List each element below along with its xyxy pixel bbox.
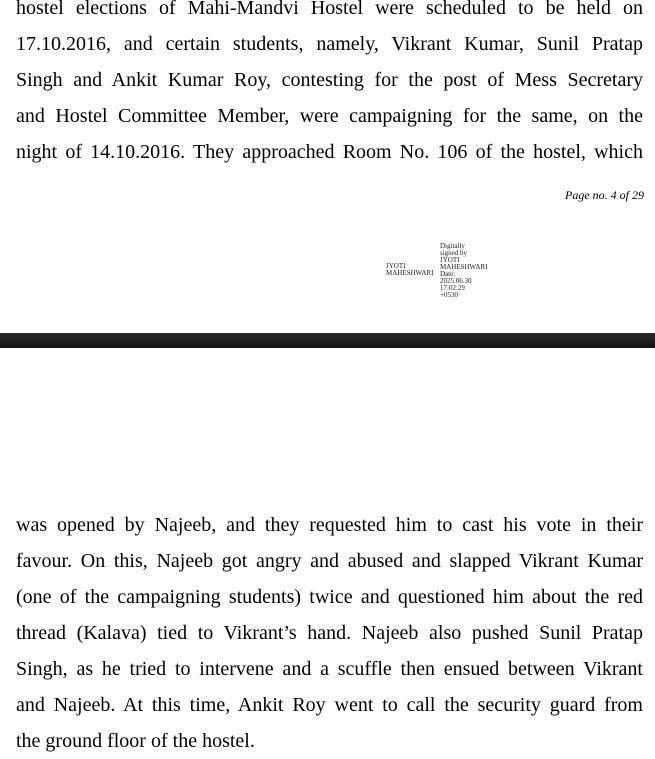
text-line: was opened by Najeeb, and they requested him to cast his vote in their bbox=[16, 514, 643, 536]
text-line: favour. On this, Najeeb got angry and abused and slapped Vikrant Kumar bbox=[16, 550, 643, 572]
text-line: Singh and Ankit Kumar Roy, contesting for the post of Mess Secretary bbox=[16, 69, 643, 91]
text-line: 17.10.2016, and certain students, namely, Vikrant Kumar, Sunil Pratap bbox=[16, 33, 643, 55]
document-page-bottom bbox=[0, 348, 655, 755]
text-line: and Hostel Committee Member, were campaigning for the same, on the bbox=[16, 105, 643, 127]
document-page-top bbox=[0, 0, 655, 333]
text-line: (one of the campaigning students) twice and questioned him about the red bbox=[16, 586, 643, 608]
text-line: hostel elections of Mahi-Mandvi Hostel were scheduled to be held on bbox=[16, 0, 643, 19]
signature-details: Digitally signed by JYOTI MAHESHWARI Date: 2025.06.30 17:02:29 +0530 bbox=[440, 242, 488, 299]
text-line: Singh, as he tried to intervene and a scuffle then ensued between Vikrant bbox=[16, 658, 643, 680]
page-separator bbox=[0, 333, 655, 348]
digital-signature-stamp bbox=[386, 243, 506, 297]
text-line: thread (Kalava) tied to Vikrant’s hand. Najeeb also pushed Sunil Pratap bbox=[16, 622, 643, 644]
body-paragraph-top bbox=[16, 0, 643, 170]
text-line: the ground floor of the hostel. bbox=[16, 730, 255, 752]
body-paragraph-bottom bbox=[16, 507, 643, 759]
text-line: and Najeeb. At this time, Ankit Roy went to call the security guard from bbox=[16, 694, 643, 716]
text-line: night of 14.10.2016. They approached Room No. 106 of the hostel, which bbox=[16, 141, 643, 163]
signer-name: JYOTI MAHESHWARI bbox=[386, 262, 434, 277]
page-number: Page no. 4 of 29 bbox=[565, 188, 644, 202]
